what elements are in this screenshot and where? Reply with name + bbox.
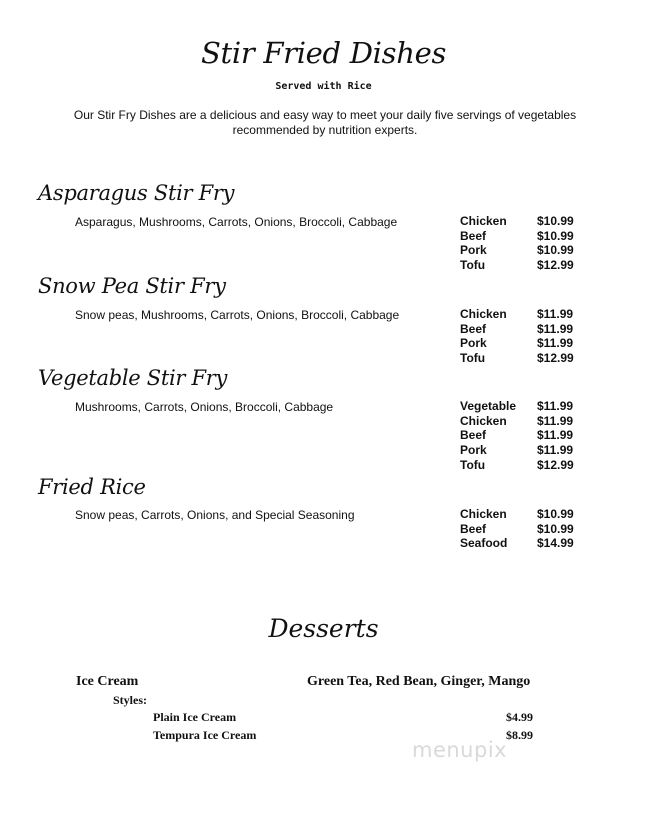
- option-price: $14.99: [537, 536, 574, 551]
- option-price: $11.99: [537, 413, 574, 428]
- price-list-asparagus: [460, 214, 590, 273]
- ingredients-fried-rice: Snow peas, Carrots, Onions, and Special Seasoning: [75, 508, 355, 522]
- style-price: $8.99: [506, 728, 533, 742]
- option-name: Chicken: [460, 507, 507, 521]
- option-name: Seafood: [460, 536, 508, 551]
- option-name: Vegetable: [460, 399, 517, 413]
- option-price: $10.99: [537, 521, 574, 536]
- section-title-asparagus: Asparagus Stir Fry: [38, 181, 235, 205]
- option-name: Beef: [460, 321, 487, 336]
- price-row: [460, 351, 590, 366]
- option-name: Tofu: [460, 351, 486, 366]
- price-row: [460, 307, 590, 322]
- price-row: [460, 229, 590, 244]
- option-name: Beef: [460, 428, 487, 443]
- option-price: $12.99: [537, 258, 574, 273]
- section-title-fried-rice: Fried Rice: [38, 475, 146, 499]
- option-name: Chicken: [460, 413, 507, 428]
- section-title-vegetable: Vegetable Stir Fry: [38, 366, 228, 390]
- watermark-logo: menupix: [412, 738, 508, 762]
- price-row: [460, 214, 590, 229]
- ingredients-snow-pea: Snow peas, Mushrooms, Carrots, Onions, Broccoli, Cabbage: [75, 308, 400, 322]
- style-name: Tempura Ice Cream: [153, 728, 257, 742]
- option-price: $10.99: [537, 507, 574, 521]
- section-title-snow-pea: Snow Pea Stir Fry: [38, 274, 226, 298]
- price-row: [460, 443, 590, 458]
- style-price: $4.99: [506, 710, 533, 724]
- price-row: [460, 414, 590, 429]
- page-title: Stir Fried Dishes: [200, 36, 447, 70]
- option-price: $11.99: [537, 336, 574, 351]
- option-name: Pork: [460, 336, 487, 351]
- ingredients-vegetable: Mushrooms, Carrots, Onions, Broccoli, Cabbage: [75, 400, 334, 414]
- option-name: Pork: [460, 243, 487, 258]
- styles-label: Styles:: [113, 693, 147, 707]
- desserts-title: Desserts: [268, 614, 379, 643]
- price-row: [460, 322, 590, 337]
- price-row: [460, 399, 590, 414]
- price-row: [460, 522, 590, 537]
- option-price: $12.99: [537, 457, 574, 472]
- option-name: Beef: [460, 521, 487, 536]
- price-row: [460, 243, 590, 258]
- dessert-item-name: Ice Cream: [76, 674, 139, 689]
- price-list-fried-rice: [460, 507, 590, 551]
- intro-text: Our Stir Fry Dishes are a delicious and easy way to meet your daily five servings of vegetables recommended by nutrition experts.: [73, 108, 577, 137]
- price-row: [460, 428, 590, 443]
- price-list-vegetable: [460, 399, 590, 472]
- option-name: Pork: [460, 443, 487, 458]
- price-list-snow-pea: [460, 307, 590, 366]
- option-name: Beef: [460, 228, 487, 243]
- dessert-flavors: Green Tea, Red Bean, Ginger, Mango: [307, 674, 531, 689]
- option-price: $10.99: [537, 243, 574, 258]
- ingredients-asparagus: Asparagus, Mushrooms, Carrots, Onions, Broccoli, Cabbage: [75, 215, 398, 229]
- option-name: Tofu: [460, 258, 486, 273]
- option-name: Chicken: [460, 214, 507, 228]
- option-price: $12.99: [537, 351, 574, 366]
- option-name: Chicken: [460, 307, 507, 321]
- price-row: [460, 536, 590, 551]
- price-row: [460, 336, 590, 351]
- page-subtitle: Served with Rice: [275, 81, 372, 92]
- option-price: $11.99: [537, 443, 574, 458]
- option-name: Tofu: [460, 457, 486, 472]
- option-price: $11.99: [537, 307, 574, 321]
- option-price: $10.99: [537, 214, 574, 228]
- style-name: Plain Ice Cream: [153, 710, 237, 724]
- option-price: $11.99: [537, 428, 574, 443]
- price-row: [460, 507, 590, 522]
- price-row: [460, 458, 590, 473]
- option-price: $10.99: [537, 228, 574, 243]
- option-price: $11.99: [537, 321, 574, 336]
- price-row: [460, 258, 590, 273]
- option-price: $11.99: [537, 399, 574, 413]
- dessert-style-row: [153, 710, 533, 725]
